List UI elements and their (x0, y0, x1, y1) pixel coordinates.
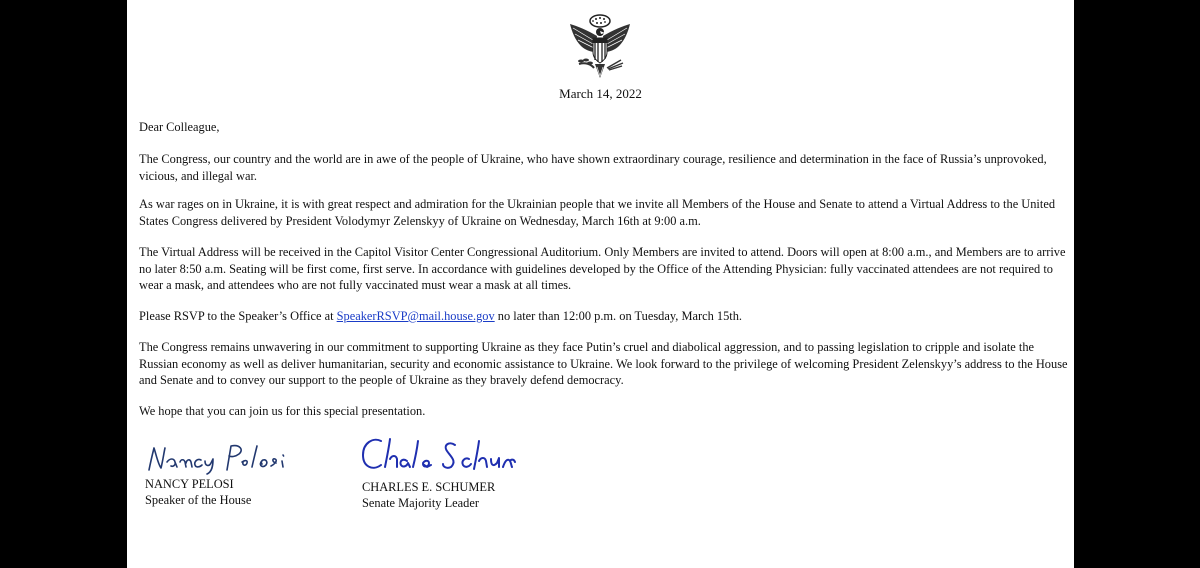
rsvp-text-after: no later than 12:00 p.m. on Tuesday, March 15th. (494, 309, 742, 323)
signer-title: Senate Majority Leader (362, 496, 479, 510)
pelosi-signer-block (145, 476, 251, 508)
rsvp-text-before: Please RSVP to the Speaker’s Office at (139, 309, 337, 323)
paragraph-rsvp (139, 308, 1069, 325)
letter-date: March 14, 2022 (559, 86, 642, 101)
letter-page (127, 0, 1074, 568)
signer-name: CHARLES E. SCHUMER (362, 480, 496, 494)
paragraph-awe: The Congress, our country and the world are in awe of the people of Ukraine, who have shown extraordinary courage, resilience and determination in the face of Russia’s unprovoked, vicious, and illegal war. (139, 152, 1047, 183)
signer-name: NANCY PELOSI (145, 477, 234, 491)
rsvp-email-link[interactable]: SpeakerRSVP@mail.house.gov (336, 309, 495, 323)
paragraph-commitment: The Congress remains unwavering in our commitment to supporting Ukraine as they face Putin’s cruel and diabolical aggression, and to passing legislation to cripple and isolate the Russian economy as well as deliver humanitarian, security and economic assistance to Ukraine. We look forward to the privilege of welcoming President Zelenskyy’s address to the House and Senate and to convey our support to the people of Ukraine as they bravely defend democracy. (139, 340, 1068, 387)
salutation: Dear Colleague, (139, 120, 220, 134)
paragraph-logistics: The Virtual Address will be received in the Capitol Visitor Center Congressional Auditorium. Only Members are invited to attend. Doors will open at 8:00 a.m., and Members are to arrive no later 8:50 a.m. Seating will be first come, first serve. In accordance with guidelines developed by the Office of the Attending Physician: fully vaccinated attendees are not required to wear a mask, and attendees who are not fully vaccinated must wear a mask at all times. (139, 245, 1066, 292)
us-great-seal-icon (567, 12, 633, 82)
schumer-signer-block (362, 479, 495, 511)
schumer-signature (359, 433, 519, 479)
paragraph-invitation: As war rages on in Ukraine, it is with great respect and admiration for the Ukrainian people that we invite all Members of the House and Senate to attend a Virtual Address to the United States Congress delivered by President Volodymyr Zelenskyy of Ukraine on Wednesday, March 16th at 9:00 a.m. (139, 197, 1056, 228)
pelosi-signature (145, 440, 295, 475)
closing-line: We hope that you can join us for this special presentation. (139, 404, 426, 418)
signer-title: Speaker of the House (145, 493, 252, 507)
